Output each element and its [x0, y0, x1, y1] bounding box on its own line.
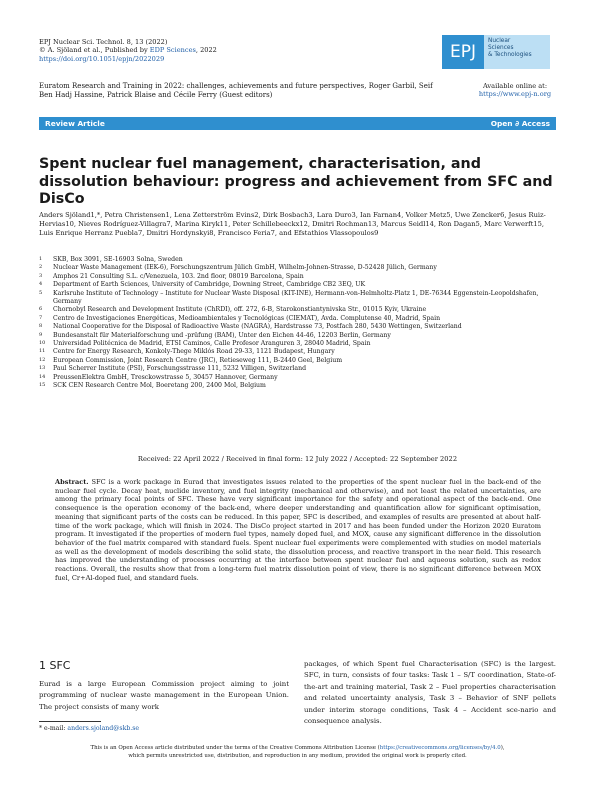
affiliation-number: 7	[39, 314, 43, 321]
affiliation-text: Amphos 21 Consulting S.L. c/Venezuela, 103. 2nd floor, 08019 Barcelona, Spain	[53, 272, 304, 280]
article-type-bar	[39, 117, 556, 130]
affiliation-number: 14	[39, 373, 46, 380]
affiliation-text: Paul Scherrer Institute (PSI), Forschungsstrasse 111, 5232 Villigen, Switzerland	[53, 365, 307, 373]
footnote-divider	[39, 721, 101, 722]
affiliation-text: European Commission, Joint Research Centre (JRC), Retieseweg 111, B-2440 Geel, Belgium	[53, 356, 343, 364]
open-access-badge: Open ∂ Access	[490, 119, 550, 128]
section-heading: 1 SFC	[39, 659, 71, 672]
affiliation-list	[39, 256, 556, 391]
affiliation-item	[39, 264, 556, 272]
copyright-line: © A. Sjöland et al., Published by EDP Sciences, 2022	[39, 46, 217, 55]
affiliation-text: Centre for Energy Research, Konkoly-Thege Miklós Road 29-33, 1121 Budapest, Hungary	[53, 348, 335, 356]
affiliation-number: 6	[39, 306, 43, 313]
affiliation-item	[39, 273, 556, 281]
affiliation-text: Centro de Investigaciones Energéticas, Medioambientales y Tecnológicas (CIEMAT), Avda. Complutense 40, Madrid, Spain	[53, 314, 441, 322]
affiliation-number: 10	[39, 340, 46, 347]
affiliation-number: 4	[39, 281, 43, 288]
affiliation-number: 3	[39, 272, 43, 279]
abstract	[55, 478, 541, 583]
logo-mark: EPJ	[442, 35, 484, 69]
body-column-right: packages, of which Spent fuel Characterisation (SFC) is the largest. SFC, in turn, consists of four tasks: Task 1 – S/T coordination, State-of-the-art and training material, Task 2 – Fuel properties characterisation and related uncertainty analysis, Task 3 – Behavior of SNF pellets under interim storage conditions, Task 4 – Accident sce-nario and consequence analysis.	[304, 660, 556, 726]
online-availability	[470, 82, 560, 99]
affiliation-item	[39, 365, 556, 373]
affiliation-item	[39, 323, 556, 331]
online-label: Available online at:	[482, 82, 548, 90]
journal-info	[39, 38, 369, 63]
affiliation-number: 8	[39, 323, 43, 330]
paper-title: Spent nuclear fuel management, characterisation, and dissolution behaviour: progress and achievement from SFC and DisCo	[39, 156, 553, 207]
publisher-link[interactable]: EDP Sciences	[149, 46, 196, 55]
affiliation-text: SKB, Box 3091, SE-16903 Solna, Sweden	[53, 256, 183, 263]
affiliation-item	[39, 357, 556, 365]
affiliation-item	[39, 340, 556, 348]
affiliation-item	[39, 256, 556, 264]
affiliation-text: Bundesanstalt für Materialforschung und -prüfung (BAM), Unter den Eichen 44-46, 12203 Berlin, Germany	[53, 331, 391, 339]
topical-issue: Euratom Research and Training in 2022: challenges, achievements and future perspectives, Roger Garbil, Seif Ben Hadj Hassine, Patrick Blaise and Cécile Ferry (Guest editors)	[39, 82, 433, 99]
affiliation-number: 11	[39, 348, 46, 355]
affiliation-number: 12	[39, 356, 46, 363]
affiliation-item	[39, 306, 556, 314]
journal-logo	[442, 35, 550, 69]
affiliation-item	[39, 315, 556, 323]
affiliation-number: 1	[39, 256, 43, 262]
affiliation-number: 15	[39, 382, 46, 389]
abstract-text: SFC is a work package in Eurad that investigates issues related to the properties of the spent nuclear fuel in the back-end of the nuclear fuel cycle. Decay heat, nuclide inventory, and fuel integrity (mechanical and otherwise), and not least the related uncertainties, are among the primary focal points of SFC. These have very significant importance for the safety and operational aspect of the back-end. One consequence is the operation economy of the back-end, where deeper understanding and quantification allow for significant optimisation, meaning that significant parts of the costs can be reduced. In this paper, SFC is described, and examples of results are presented at about half-time of the work package, which will finish in 2024. The DisCo project started in 2017 and has been funded under the Horizon 2020 Euratom program. It investigated if the properties of modern fuel types, namely doped fuel, and MOX, cause any significant difference in the dissolution behavior of the fuel matrix compared with standard fuels. Spent nuclear fuel experiments were complemented with studies on model materials as well as the development of models describing the solid state, the dissolution process, and reactive transport in the near field. This research has improved the understanding of processes occurring at the interface between spent nuclear fuel and aqueous solution, such as redox reactions. Overall, the results show that from a long-term fuel matrix dissolution point of view, there is no significant difference between MOX fuel, Cr+Al-doped fuel, and standard fuels.	[55, 478, 541, 582]
doi-link[interactable]: https://doi.org/10.1051/epjn/2022029	[39, 54, 165, 63]
corresponding-email: * e-mail: anders.sjoland@skb.se	[39, 725, 140, 732]
affiliation-number: 5	[39, 289, 43, 296]
affiliation-item	[39, 348, 556, 356]
affiliation-text: Karlsruhe Institute of Technology – Institute for Nuclear Waste Disposal (KIT-INE), Hermann-von-Helmholtz-Platz 1, DE-76344 Eggenstein-Leopoldshafen, Germany	[53, 289, 539, 306]
article-type: Review Article	[45, 119, 105, 128]
affiliation-text: SCK CEN Research Centre Mol, Boeretang 200, 2400 Mol, Belgium	[53, 382, 266, 390]
affiliation-text: National Cooperative for the Disposal of Radioactive Waste (NAGRA), Hardstrasse 73, Postfach 280, 5430 Wettingen, Switzerland	[53, 323, 462, 331]
affiliation-number: 13	[39, 365, 46, 372]
affiliation-item	[39, 332, 556, 340]
affiliation-number: 9	[39, 331, 43, 338]
affiliation-text: Nuclear Waste Management (IEK-6), Forschungszentrum Jülich GmbH, Wilhelm-Johnen-Strasse, D-52428 Jülich, Germany	[53, 264, 437, 272]
affiliation-number: 2	[39, 264, 43, 271]
body-column-left: Eurad is a large European Commission project aiming to joint programming of nuclear waste management in the European Union. The project consists of many work	[39, 680, 289, 711]
affiliation-text: PreussenElektra GmbH, Tresckowstrasse 5, 30457 Hannover, Germany	[53, 373, 278, 381]
abstract-label: Abstract.	[55, 478, 89, 486]
affiliation-item	[39, 382, 556, 390]
affiliation-text: Chornobyl Research and Development Institute (ChRDI), off. 272, 6-B, Starokonstiantynivska Str., 01015 Kyiv, Ukraine	[53, 306, 427, 314]
affiliation-text: Department of Earth Sciences, University of Cambridge, Downing Street, Cambridge CB2 3EQ, UK	[53, 281, 366, 289]
affiliation-text: Universidad Politécnica de Madrid, ETSI Caminos, Calle Profesor Aranguren 3, 28040 Madrid, Spain	[53, 340, 371, 348]
license-link[interactable]: https://creativecommons.org/licenses/by/4.0	[379, 745, 501, 751]
affiliation-item	[39, 281, 556, 289]
journal-citation: EPJ Nuclear Sci. Technol. 8, 13 (2022)	[39, 38, 168, 46]
author-list: Anders Sjöland1,*, Petra Christensen1, Lena Zetterström Evins2, Dirk Bosbach3, Lara Duro3, Ian Farnan4, Volker Metz5, Uwe Zencker6, Jesus Ruiz-Hervias10, Nieves Rodríguez-Villagra7, Marina Kiryk11, Peter Schillebeeckx12, Dmitri Rochman13, Marcus Seidl14, Ron Dagan5, Marc Verwerft15, Luis Enrique Herranz Puebla7, Dmitri Hordynskyi8, Francisco Feria7, and Efstathios Vlassopoulos9	[39, 211, 546, 238]
affiliation-item	[39, 290, 556, 307]
journal-url-link[interactable]: https://www.epj-n.org	[478, 90, 552, 99]
affiliation-item	[39, 374, 556, 382]
license-footer: This is an Open Access article distributed under the terms of the Creative Commons Attribution License (https://creativecommons.org/licenses/by/4.0), which permits unrestricted use, distribution, and reproduction in any medium, provided the original work is properly cited.	[90, 745, 505, 760]
email-link[interactable]: anders.sjoland@skb.se	[67, 725, 140, 732]
received-dates: Received: 22 April 2022 / Received in final form: 12 July 2022 / Accepted: 22 September 2022	[137, 455, 458, 463]
logo-subtitle: Nuclear Sciences & Technologies	[484, 35, 550, 69]
